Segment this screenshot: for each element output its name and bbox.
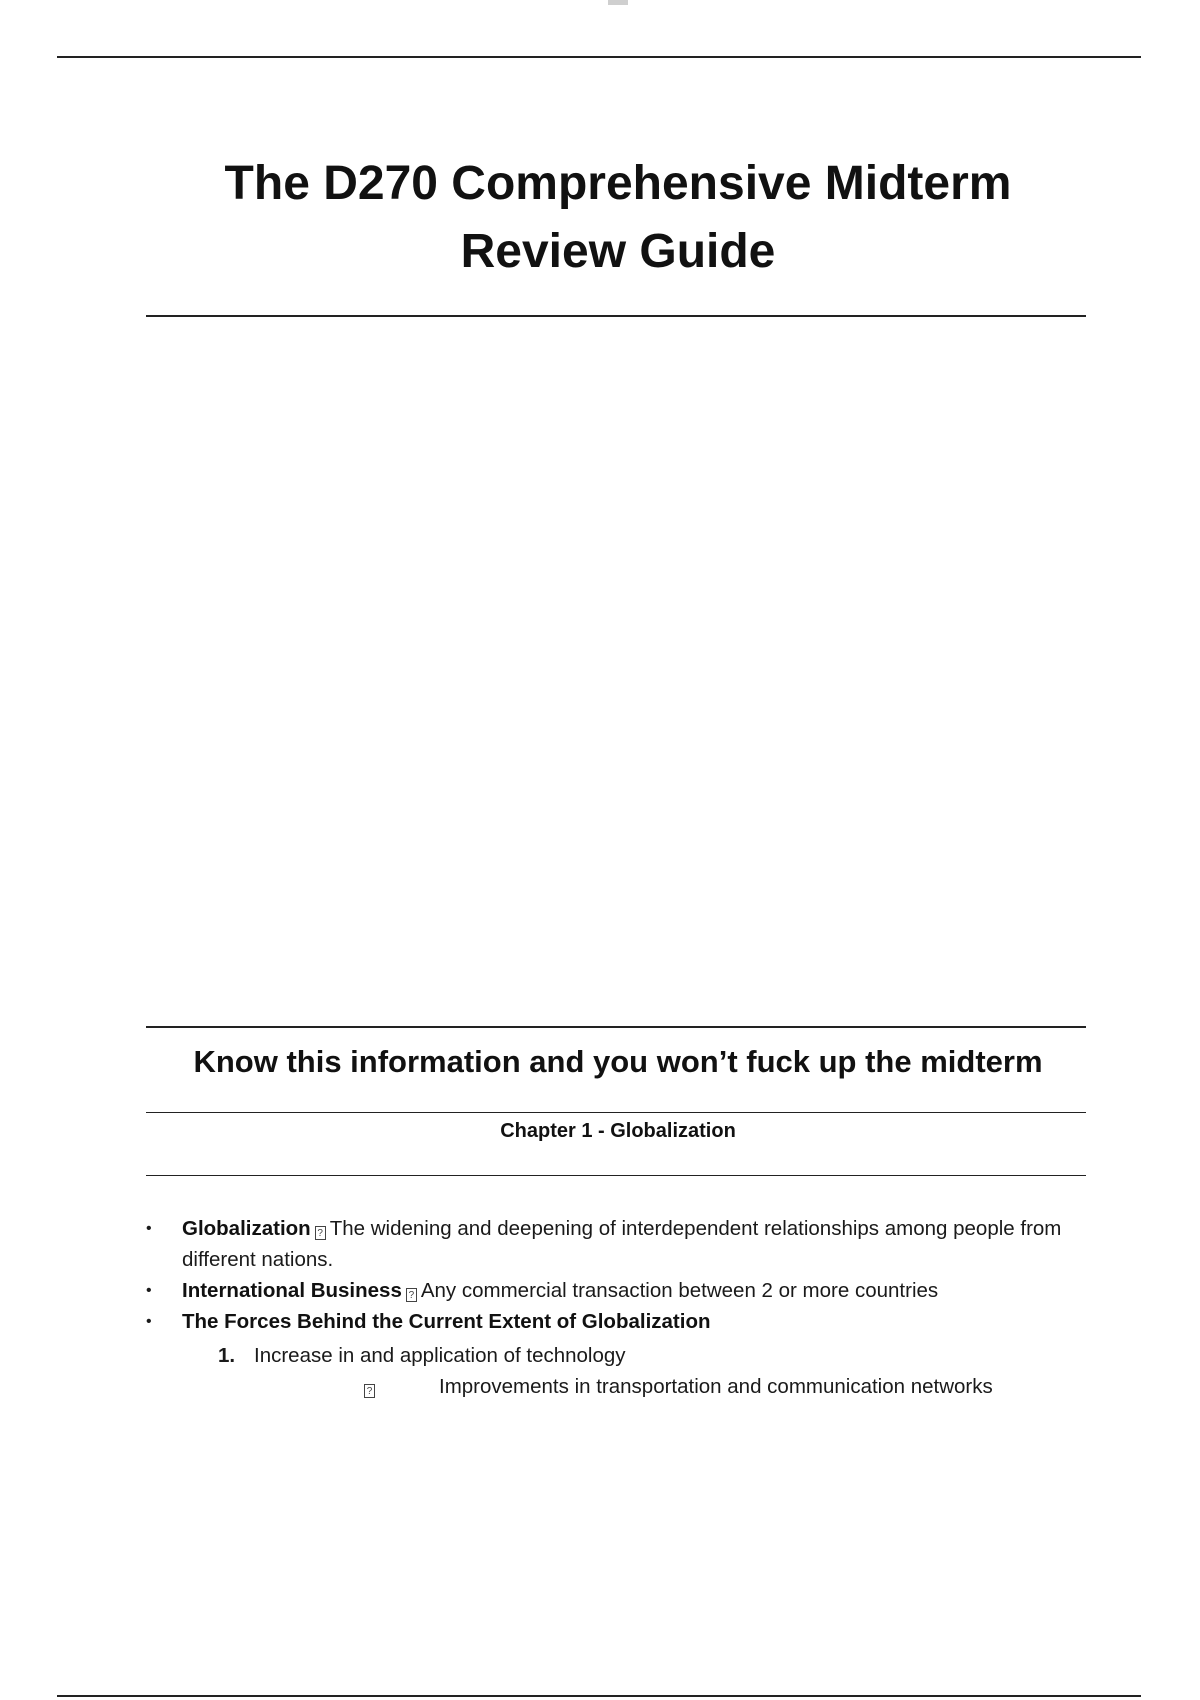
definition-text: Any commercial transaction between 2 or more countries [420,1279,939,1302]
sub-item-text: Improvements in transportation and communication networks [439,1375,993,1398]
definition-text: The widening and deepening of interdependent relationships among people from different nations. [182,1217,1062,1271]
term-label: Globalization [182,1217,311,1240]
definition-list [146,1213,1086,1337]
document-title: The D270 Comprehensive Midterm Review Guide [224,157,1012,278]
item-number: 1. [218,1344,236,1367]
bullet-icon: • [146,1220,152,1237]
item-text: Increase in and application of technology [254,1344,626,1367]
chapter-heading: Chapter 1 - Globalization [500,1120,736,1142]
missing-glyph-icon: ? [364,1384,375,1398]
title-underline [146,315,1086,317]
bullet-icon: • [146,1282,152,1299]
chapter-bottom-rule [146,1175,1086,1176]
page-top-mark [608,0,628,5]
list-item [146,1275,1086,1306]
footer-rule [57,1695,1141,1697]
bullet-icon: • [146,1313,152,1330]
list-item [146,1306,1086,1337]
list-item [146,1213,1086,1275]
tagline-top-rule [146,1026,1086,1028]
missing-glyph-icon: ? [315,1226,326,1240]
nested-sub-item [364,1371,993,1402]
term-label: The Forces Behind the Current Extent of Globalization [182,1310,711,1333]
term-label: International Business [182,1279,402,1302]
header-rule [57,56,1141,58]
tagline-heading: Know this information and you won’t fuck up the midterm [193,1044,1043,1079]
numbered-item [218,1340,626,1371]
missing-glyph-icon: ? [406,1288,417,1302]
tagline-bottom-rule [146,1112,1086,1113]
